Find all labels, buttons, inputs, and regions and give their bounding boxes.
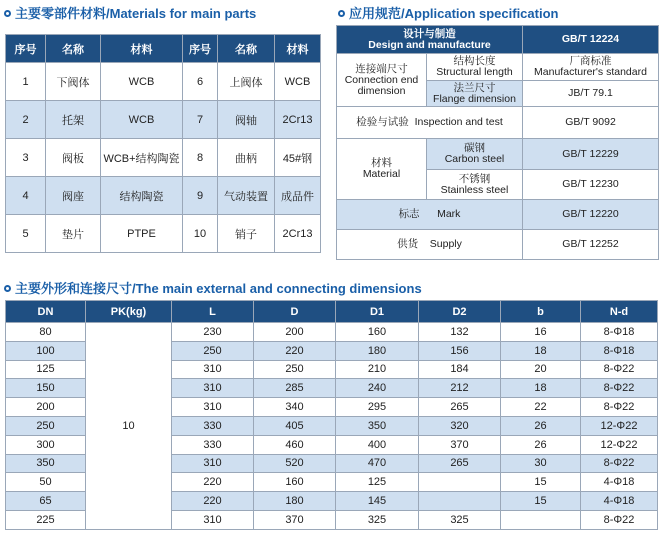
spec-design-value: GB/T 12224 (523, 26, 659, 54)
spec-title-text: 应用规范/Application specification (349, 6, 559, 21)
dims-cell: 320 (419, 416, 501, 435)
dims-cell: 80 (6, 323, 86, 342)
materials-cell: 阀板 (46, 139, 101, 177)
bullet-icon (338, 10, 345, 17)
dims-header-row (6, 301, 658, 323)
dims-cell: 220 (254, 341, 336, 360)
dims-cell: 180 (336, 341, 419, 360)
materials-cell: 上阀体 (218, 63, 275, 101)
dims-cell: 184 (419, 360, 501, 379)
materials-cell: 8 (183, 139, 218, 177)
dims-cell: 200 (6, 398, 86, 417)
dims-cell: 160 (254, 473, 336, 492)
spec-mat-label: 材料 Material (337, 139, 427, 200)
dims-cell: 16 (501, 323, 581, 342)
spec-supply-value: GB/T 12252 (523, 230, 659, 260)
dims-cell: 4-Φ18 (581, 473, 658, 492)
materials-cell: 结构陶瓷 (101, 177, 183, 215)
dims-cell: 145 (336, 492, 419, 511)
dims-cell: 310 (172, 398, 254, 417)
materials-row (6, 177, 321, 215)
dims-cell: 8-Φ22 (581, 379, 658, 398)
dims-cell: 15 (501, 492, 581, 511)
dims-cell: 22 (501, 398, 581, 417)
dims-cell: 285 (254, 379, 336, 398)
materials-row (6, 63, 321, 101)
dims-cell: 132 (419, 323, 501, 342)
spec-flange-value: JB/T 79.1 (523, 81, 659, 107)
dims-cell: 8-Φ22 (581, 398, 658, 417)
spec-mark-value: GB/T 12220 (523, 200, 659, 230)
materials-header-cell: 名称 (218, 35, 275, 63)
materials-cell: 3 (6, 139, 46, 177)
dims-cell: 350 (6, 454, 86, 473)
spec-carbon-label: 碳钢 Carbon steel (427, 139, 523, 170)
spec-conn-label: 连接端尺寸 Connection end dimension (337, 54, 427, 107)
materials-cell: 曲柄 (218, 139, 275, 177)
materials-header-cell: 材料 (101, 35, 183, 63)
materials-cell: 4 (6, 177, 46, 215)
spec-design-label: 设计与制造 Design and manufacture (337, 26, 523, 54)
dims-cell: 470 (336, 454, 419, 473)
dims-cell: 220 (172, 492, 254, 511)
dims-cell: 200 (254, 323, 336, 342)
materials-section-title (4, 3, 256, 22)
dims-cell: 100 (6, 341, 86, 360)
materials-cell: 气动装置 (218, 177, 275, 215)
dims-row (6, 323, 658, 342)
materials-header-cell: 序号 (183, 35, 218, 63)
materials-cell: WCB (101, 63, 183, 101)
dims-header-cell: D2 (419, 301, 501, 323)
dims-cell: 265 (419, 398, 501, 417)
dims-cell: 220 (172, 473, 254, 492)
dims-cell: 295 (336, 398, 419, 417)
spec-insp-label: 检验与试验 Inspection and test (337, 107, 523, 139)
dims-cell: 310 (172, 510, 254, 529)
dims-cell: 18 (501, 379, 581, 398)
dims-cell: 310 (172, 454, 254, 473)
dims-cell: 325 (336, 510, 419, 529)
materials-cell: 成品件 (275, 177, 321, 215)
materials-header-row (6, 35, 321, 63)
materials-row (6, 215, 321, 253)
dims-cell: 265 (419, 454, 501, 473)
materials-cell: 托架 (46, 101, 101, 139)
materials-cell: 5 (6, 215, 46, 253)
dims-cell (419, 473, 501, 492)
dims-cell: 150 (6, 379, 86, 398)
materials-header-cell: 名称 (46, 35, 101, 63)
dims-cell: 250 (172, 341, 254, 360)
dims-cell: 370 (419, 435, 501, 454)
materials-header-cell: 序号 (6, 35, 46, 63)
dims-cell: 310 (172, 360, 254, 379)
spec-supply-label: 供货 Supply (337, 230, 523, 260)
materials-cell: PTPE (101, 215, 183, 253)
materials-cell: 销子 (218, 215, 275, 253)
dims-cell: 15 (501, 473, 581, 492)
spec-flange-label: 法兰尺寸 Flange dimension (427, 81, 523, 107)
dims-cell: 210 (336, 360, 419, 379)
materials-cell: WCB (275, 63, 321, 101)
dims-header-cell: D1 (336, 301, 419, 323)
dims-cell: 4-Φ18 (581, 492, 658, 511)
dims-cell: 20 (501, 360, 581, 379)
materials-cell: 2Cr13 (275, 215, 321, 253)
dims-cell: 18 (501, 341, 581, 360)
dims-cell: 12-Φ22 (581, 416, 658, 435)
dims-cell: 180 (254, 492, 336, 511)
dims-title-text: 主要外形和连接尺寸/The main external and connecting dimensions (15, 281, 422, 296)
dims-pk-cell: 10 (86, 323, 172, 530)
dims-cell: 8-Φ22 (581, 360, 658, 379)
dims-cell: 12-Φ22 (581, 435, 658, 454)
spec-struct-value: 厂商标准 Manufacturer's standard (523, 54, 659, 81)
dims-cell: 65 (6, 492, 86, 511)
dims-cell: 26 (501, 416, 581, 435)
materials-row (6, 101, 321, 139)
spec-table (336, 25, 659, 260)
spec-section-title (338, 3, 558, 22)
dims-cell: 8-Φ18 (581, 341, 658, 360)
materials-row (6, 139, 321, 177)
dims-cell: 8-Φ22 (581, 510, 658, 529)
dims-cell (501, 510, 581, 529)
materials-cell: 6 (183, 63, 218, 101)
dims-cell: 160 (336, 323, 419, 342)
materials-cell: WCB+结构陶瓷 (101, 139, 183, 177)
dims-cell: 330 (172, 435, 254, 454)
bullet-icon (4, 10, 11, 17)
materials-header-cell: 材料 (275, 35, 321, 63)
dims-header-cell: N-d (581, 301, 658, 323)
dims-header-cell: D (254, 301, 336, 323)
dims-cell: 340 (254, 398, 336, 417)
materials-cell: 45#钢 (275, 139, 321, 177)
dims-header-cell: b (501, 301, 581, 323)
dims-header-cell: DN (6, 301, 86, 323)
dims-cell: 156 (419, 341, 501, 360)
materials-cell: 阀座 (46, 177, 101, 215)
dims-cell: 400 (336, 435, 419, 454)
dims-cell: 460 (254, 435, 336, 454)
dims-cell: 212 (419, 379, 501, 398)
dims-cell: 26 (501, 435, 581, 454)
dims-cell: 250 (254, 360, 336, 379)
materials-cell: 垫片 (46, 215, 101, 253)
materials-cell: 2 (6, 101, 46, 139)
dims-cell: 240 (336, 379, 419, 398)
dims-cell: 370 (254, 510, 336, 529)
spec-stain-label: 不锈钢 Stainless steel (427, 170, 523, 200)
materials-cell: 1 (6, 63, 46, 101)
dims-cell: 225 (6, 510, 86, 529)
materials-cell: 阀轴 (218, 101, 275, 139)
dims-cell: 310 (172, 379, 254, 398)
dims-cell: 230 (172, 323, 254, 342)
materials-cell: 10 (183, 215, 218, 253)
dims-cell: 350 (336, 416, 419, 435)
spec-mark-label: 标志 Mark (337, 200, 523, 230)
dims-cell: 330 (172, 416, 254, 435)
materials-cell: WCB (101, 101, 183, 139)
materials-cell: 下阀体 (46, 63, 101, 101)
dims-section-title (4, 278, 422, 297)
bullet-icon (4, 285, 11, 292)
dims-cell (419, 492, 501, 511)
dims-cell: 300 (6, 435, 86, 454)
dims-cell: 30 (501, 454, 581, 473)
materials-cell: 2Cr13 (275, 101, 321, 139)
materials-table (5, 34, 321, 253)
dims-cell: 520 (254, 454, 336, 473)
spec-carbon-value: GB/T 12229 (523, 139, 659, 170)
dims-cell: 325 (419, 510, 501, 529)
dims-cell: 50 (6, 473, 86, 492)
spec-insp-value: GB/T 9092 (523, 107, 659, 139)
dims-cell: 8-Φ22 (581, 454, 658, 473)
dims-cell: 250 (6, 416, 86, 435)
dims-header-cell: L (172, 301, 254, 323)
materials-cell: 9 (183, 177, 218, 215)
spec-stain-value: GB/T 12230 (523, 170, 659, 200)
dims-header-cell: PK(kg) (86, 301, 172, 323)
dims-cell: 8-Φ18 (581, 323, 658, 342)
spec-struct-label: 结构长度 Structural length (427, 54, 523, 81)
dims-cell: 125 (336, 473, 419, 492)
dims-cell: 405 (254, 416, 336, 435)
dimensions-table (5, 300, 658, 530)
dims-cell: 125 (6, 360, 86, 379)
materials-title-text: 主要零部件材料/Materials for main parts (15, 6, 257, 21)
materials-cell: 7 (183, 101, 218, 139)
